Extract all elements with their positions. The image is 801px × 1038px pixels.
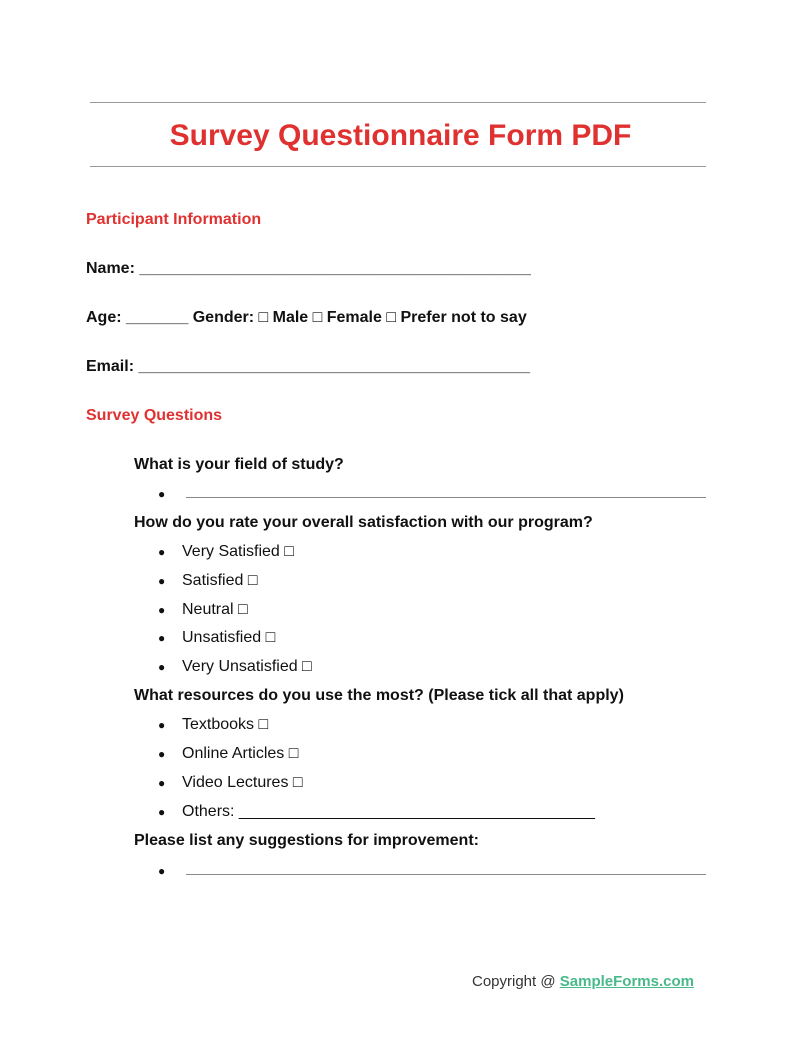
age-gender-field[interactable]: Age: _______ Gender: □ Male □ Female □ Prefer not to say <box>86 309 527 326</box>
bullet-icon: ● <box>158 660 166 674</box>
top-rule <box>90 102 706 103</box>
copyright-prefix: Copyright @ <box>472 973 560 990</box>
bullet-icon: ● <box>158 545 166 559</box>
footer-copyright <box>472 972 694 992</box>
bullet-icon: ● <box>158 805 166 819</box>
bullet-icon: ● <box>158 574 166 588</box>
bullet-icon: ● <box>158 718 166 732</box>
participant-info-heading: Participant Information <box>86 211 262 228</box>
bullet-icon: ● <box>158 487 166 501</box>
name-field[interactable]: Name: ____________________________________________ <box>86 260 531 277</box>
question-satisfaction: How do you rate your overall satisfaction with our program? <box>134 514 593 531</box>
question-resources: What resources do you use the most? (Please tick all that apply) <box>134 687 624 704</box>
survey-questions-heading: Survey Questions <box>86 407 223 424</box>
option-label: Unsatisfied □ <box>182 629 276 646</box>
bullet-icon: ● <box>158 603 166 617</box>
option-label: Online Articles □ <box>182 745 299 762</box>
option-label: Video Lectures □ <box>182 774 303 791</box>
answer-line-suggestions[interactable] <box>186 874 706 875</box>
bullet-icon: ● <box>158 864 166 878</box>
email-field[interactable]: Email: ____________________________________________ <box>86 358 530 375</box>
question-suggestions: Please list any suggestions for improvement: <box>134 832 479 849</box>
option-label: Others: ________________________________________ <box>182 803 595 820</box>
option-label: Very Satisfied □ <box>182 543 294 560</box>
title-bottom-rule <box>90 166 706 167</box>
bullet-icon: ● <box>158 776 166 790</box>
bullet-icon: ● <box>158 747 166 761</box>
option-label: Satisfied □ <box>182 572 258 589</box>
sampleforms-link[interactable]: SampleForms.com <box>559 973 694 990</box>
option-label: Neutral □ <box>182 601 248 618</box>
option-label: Textbooks □ <box>182 716 269 733</box>
bullet-icon: ● <box>158 631 166 645</box>
page-title: Survey Questionnaire Form PDF <box>169 119 632 152</box>
option-label: Very Unsatisfied □ <box>182 658 312 675</box>
question-field-of-study: What is your field of study? <box>134 456 344 473</box>
answer-line-field-of-study[interactable] <box>186 497 706 498</box>
